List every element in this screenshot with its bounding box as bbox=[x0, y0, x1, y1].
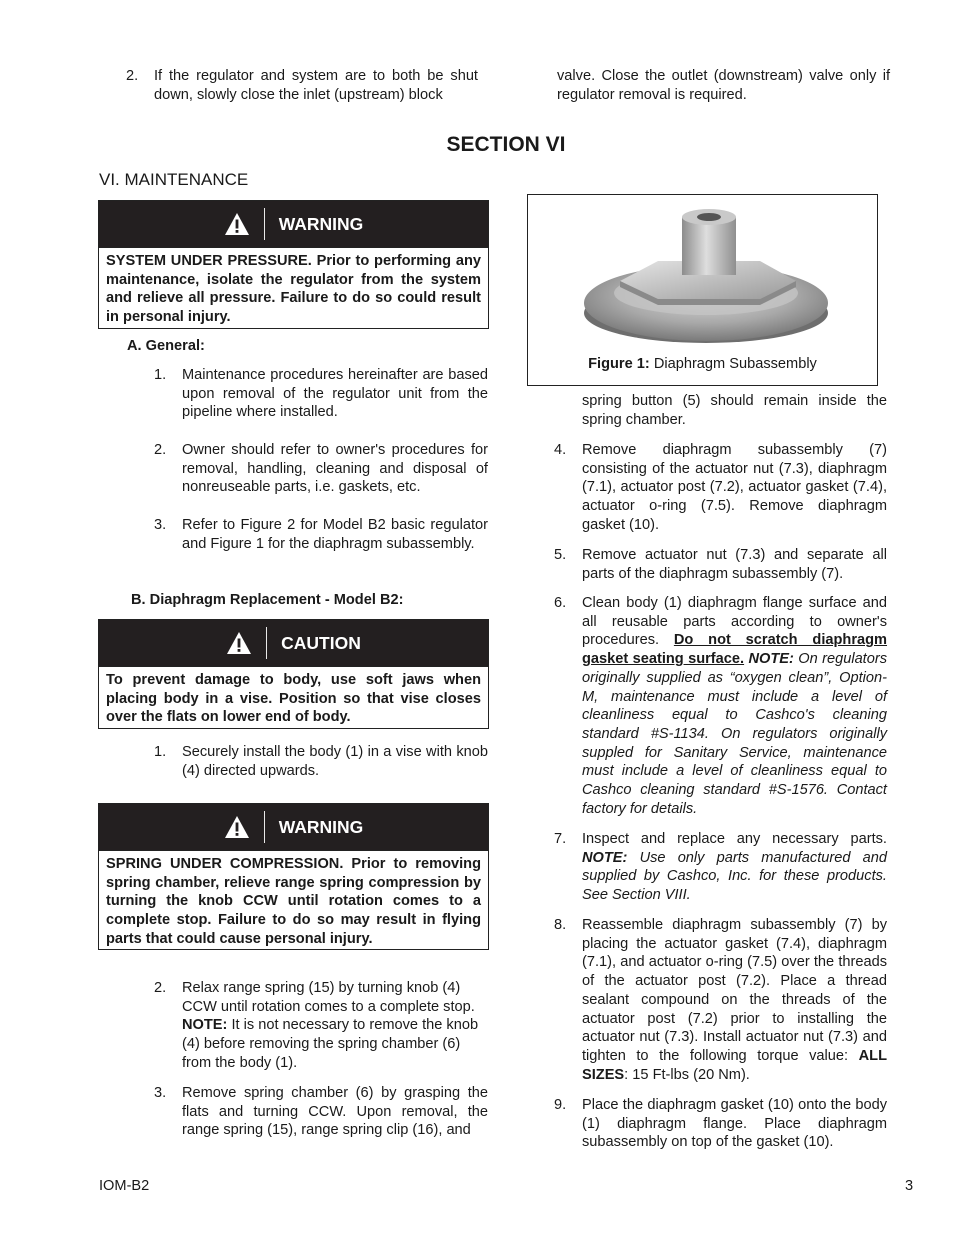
item-text: Owner should refer to owner's procedures for removal, handling, cleaning and disposal of nonreuseable parts, i.e. gaskets, etc. bbox=[182, 442, 488, 496]
section-title: SECTION VI bbox=[446, 133, 566, 156]
warning-triangle-icon bbox=[224, 815, 250, 839]
page-number: 3 bbox=[905, 1178, 914, 1194]
item-number: 1. bbox=[154, 744, 167, 760]
item-text: Remove spring chamber (6) by grasping the flats and turning CCW. Upon removal, the range spring (15), range spring clip (16), and bbox=[182, 1085, 488, 1139]
underline-warning: Do not scratch diaphragm gasket seating surface. bbox=[582, 632, 888, 668]
item-text: Remove diaphragm subassembly (7) consisting of the actuator nut (7.3), diaphragm (7.1), actuator post (7.2), actuator gasket (7.4), actuator o-ring (7.5). Remove diaphragm gasket (10). bbox=[582, 442, 887, 533]
figure-caption-text: Diaphragm Subassembly bbox=[653, 356, 817, 372]
item-number: 5. bbox=[554, 547, 567, 563]
warning-triangle-icon bbox=[226, 631, 252, 655]
item-number: 4. bbox=[554, 442, 567, 458]
general-heading: A. General: bbox=[127, 338, 205, 354]
item-number: 2. bbox=[154, 980, 167, 996]
note-text: Use only parts manufactured and supplied by Cashco, Inc. for these products. See Section VIII. bbox=[582, 849, 887, 904]
item-text: Place the diaphragm gasket (10) onto the body (1) diaphragm flange. Place diaphragm subassembly on top of the gasket (10). bbox=[582, 1097, 887, 1151]
item-text: If the regulator and system are to both be shut down, slowly close the inlet (upstream) block bbox=[154, 68, 478, 103]
header-separator bbox=[264, 208, 265, 240]
item-number: 1. bbox=[154, 367, 167, 383]
note-label: NOTE: bbox=[182, 1017, 228, 1034]
item-number: 3. bbox=[154, 517, 167, 533]
warning-title: WARNING bbox=[278, 816, 364, 837]
caution-text: To prevent damage to body, use soft jaws when placing body in a vise. Position so that vise closes over the flats on lower end of body. bbox=[106, 672, 481, 726]
step-3-continued: spring button (5) should remain inside the spring chamber. bbox=[582, 393, 887, 428]
header-separator bbox=[266, 627, 267, 659]
item-text: Remove actuator nut (7.3) and separate all parts of the diaphragm subassembly (7). bbox=[582, 547, 887, 582]
top-item-2-continued: valve. Close the outlet (downstream) valve only if regulator removal is required. bbox=[557, 68, 890, 103]
warning-triangle-icon bbox=[224, 212, 250, 236]
warning-box-pressure bbox=[98, 200, 489, 329]
warning-header bbox=[99, 804, 488, 851]
warning-title: WARNING bbox=[278, 213, 364, 234]
step-text: Reassemble diaphragm subassembly (7) by placing the actuator gasket (7.4), diaphragm (7.1), and actuator o-ring (7.5) over the threads of the actuator post (7.2). Place a thread sealant compound on the threads of the actuator post (7.2) prior to installing the actuator nut (7.3). Install actuator nut (7.3) and tighten to the following torque value: bbox=[582, 917, 887, 1064]
step-text: Clean body (1) diaphragm flange surface and all reusable parts according to owner's procedures. bbox=[582, 595, 887, 649]
header-separator bbox=[264, 811, 265, 843]
note-text: On regulators originally supplied as “oxygen clean”, Option-M, maintenance must include a level of cleanliness equal to Cashco's cleaning standard #S-1134. On regulators originally suppled for Sanitary Service, maintenance must include a level of cleanliness equal to Cashco cleaning standard #S-1576. Contact factory for details. bbox=[582, 651, 888, 817]
item-text bbox=[582, 594, 887, 818]
figure-caption bbox=[528, 355, 877, 374]
warning-text: SYSTEM UNDER PRESSURE. Prior to performing any maintenance, isolate the regulator from the system and relieve all pressure. Failure to do so could result in personal injury. bbox=[106, 253, 481, 326]
warning-text: SPRING UNDER COMPRESSION. Prior to removing spring chamber, relieve range spring compression by turning the knob CCW until rotation comes to a complete stop. Failure to do so may result in flying parts that could cause personal injury. bbox=[106, 856, 481, 947]
item-text: Maintenance procedures hereinafter are based upon removal of the regulator unit from the pipeline where installed. bbox=[182, 367, 488, 421]
caution-header bbox=[99, 620, 488, 667]
warning-header bbox=[99, 201, 488, 248]
item-text bbox=[582, 916, 887, 1084]
item-number: 2. bbox=[126, 68, 139, 84]
item-number: 9. bbox=[554, 1097, 567, 1113]
all-sizes-label: ALL SIZES bbox=[582, 1047, 887, 1083]
step-text: Relax range spring (15) by turning knob (4) CCW until rotation comes to a complete stop. bbox=[182, 980, 475, 1015]
step-note-text: It is not necessary to remove the knob (4) before removing the spring chamber (6) from the body (1). bbox=[182, 1017, 479, 1071]
caution-box bbox=[98, 619, 489, 729]
item-text bbox=[182, 979, 488, 1073]
torque-value: : 15 Ft-lbs (20 Nm). bbox=[624, 1066, 750, 1083]
item-text: Refer to Figure 2 for Model B2 basic regulator and Figure 1 for the diaphragm subassembly. bbox=[182, 517, 488, 552]
item-text: Securely install the body (1) in a vise with knob (4) directed upwards. bbox=[182, 744, 488, 779]
step-text: Inspect and replace any necessary parts. bbox=[582, 831, 887, 847]
footer-doc-id: IOM-B2 bbox=[99, 1178, 150, 1194]
item-number: 2. bbox=[154, 442, 167, 458]
note-label: NOTE: bbox=[582, 849, 628, 866]
item-number: 6. bbox=[554, 595, 567, 611]
note-label: NOTE: bbox=[748, 651, 794, 668]
item-number: 3. bbox=[154, 1085, 167, 1101]
item-number: 7. bbox=[554, 831, 567, 847]
maintenance-heading: VI. MAINTENANCE bbox=[99, 170, 249, 189]
caution-title: CAUTION bbox=[281, 632, 361, 653]
item-text bbox=[582, 830, 887, 905]
diaphragm-subassembly-image bbox=[528, 195, 877, 355]
figure-label: Figure 1: bbox=[588, 356, 650, 372]
diaphragm-heading: B. Diaphragm Replacement - Model B2: bbox=[131, 592, 404, 608]
warning-box-spring bbox=[98, 803, 489, 950]
item-number: 8. bbox=[554, 917, 567, 933]
figure-1 bbox=[527, 194, 878, 386]
